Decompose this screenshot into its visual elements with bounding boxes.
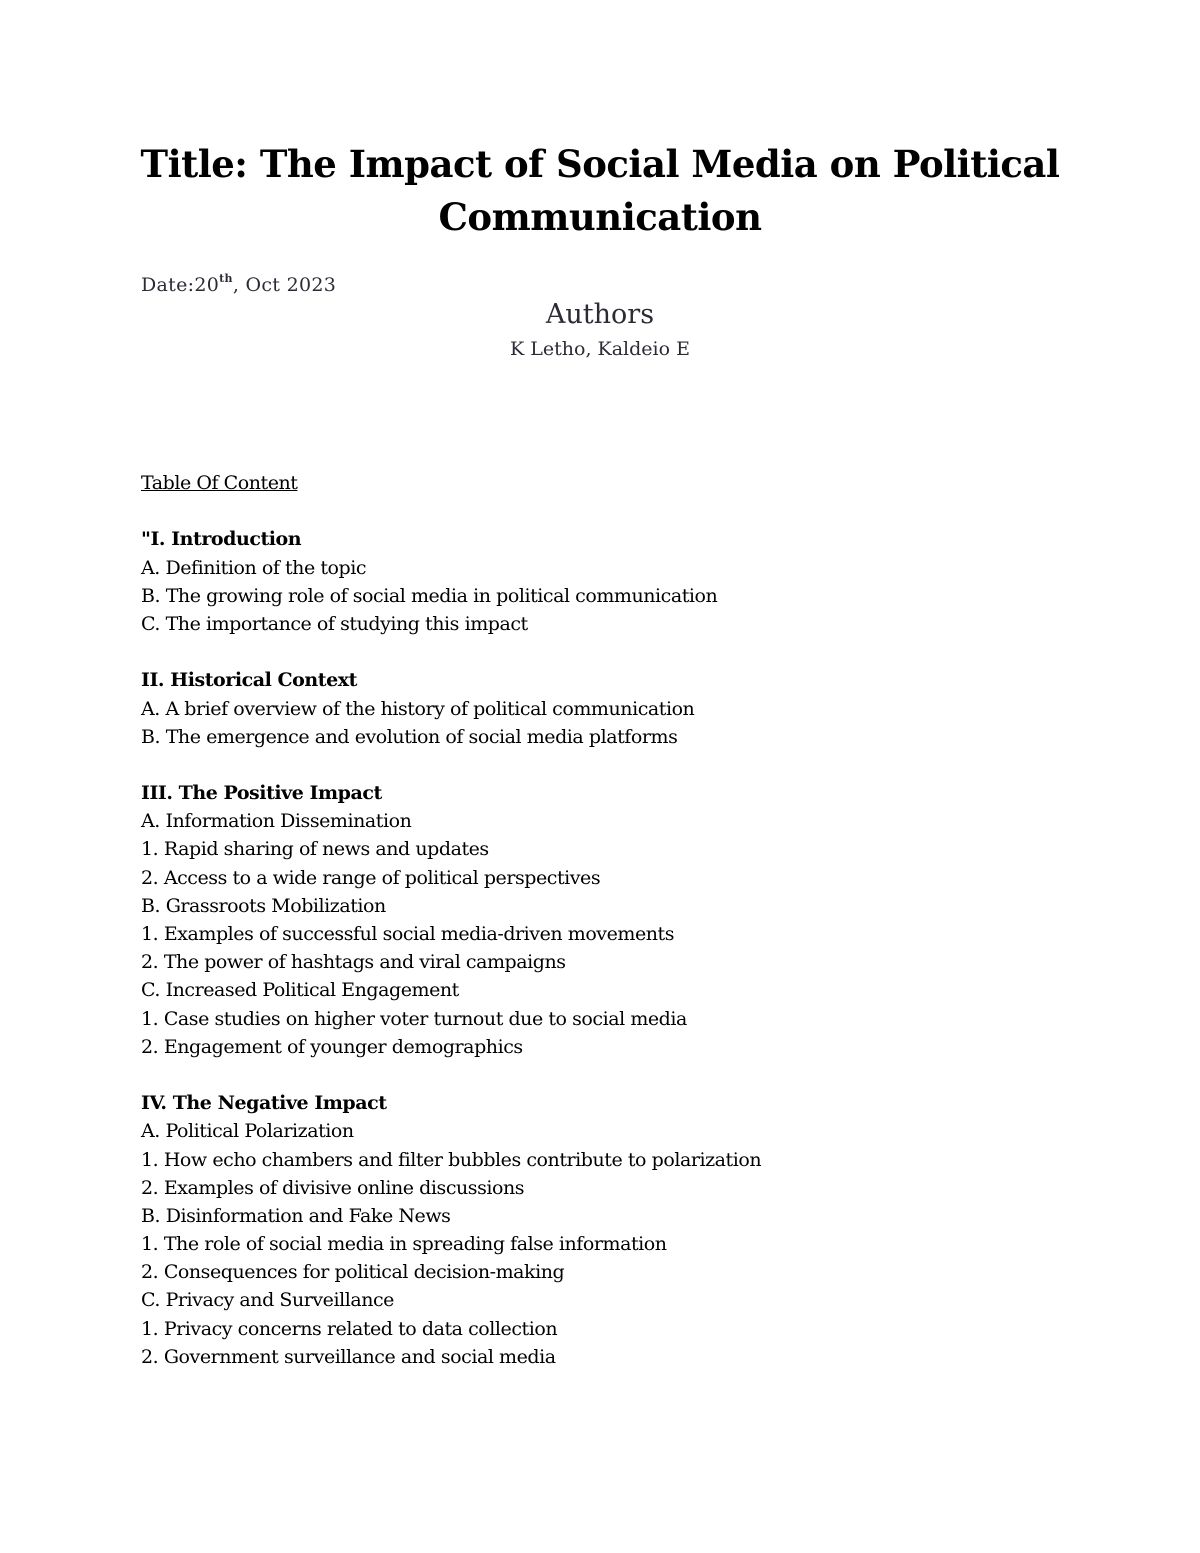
date-suffix: , Oct 2023 [232, 274, 337, 296]
toc-item: 1. Examples of successful social media-driven movements [141, 923, 675, 945]
toc-item: 1. Privacy concerns related to data collection [141, 1317, 558, 1340]
document-date [141, 270, 336, 300]
toc-item: B. The growing role of social media in political communication [141, 584, 718, 607]
toc-item: 1. Rapid sharing of news and updates [141, 838, 489, 861]
toc-item: 1. The role of social media in spreading false information [141, 1233, 667, 1256]
toc-spacer [141, 1061, 1101, 1089]
document-title: Title: The Impact of Social Media on Political Communication [140, 142, 1060, 239]
toc-item: 2. Government surveillance and social media [141, 1345, 556, 1368]
toc-sections [141, 525, 1101, 1371]
toc-section-title: IV. The Negative Impact [141, 1092, 387, 1115]
toc-item: 2. Engagement of younger demographics [141, 1035, 523, 1058]
table-of-contents [141, 469, 1101, 1371]
toc-item: C. Increased Political Engagement [141, 979, 459, 1002]
toc-spacer [141, 751, 1101, 779]
toc-item: 1. Case studies on higher voter turnout due to social media [141, 1007, 687, 1030]
toc-item: A. Political Polarization [141, 1120, 354, 1143]
toc-item: B. Disinformation and Fake News [141, 1204, 451, 1227]
toc-item: 2. The power of hashtags and viral campaigns [141, 951, 566, 974]
toc-section-title: III. The Positive Impact [141, 782, 382, 805]
toc-section-title: II. Historical Context [141, 669, 357, 692]
toc-item: 2. Examples of divisive online discussions [141, 1176, 525, 1199]
toc-item: A. Information Dissemination [141, 810, 412, 833]
toc-item: B. The emergence and evolution of social media platforms [141, 725, 678, 748]
toc-item: A. A brief overview of the history of political communication [141, 697, 695, 720]
toc-item: 1. How echo chambers and filter bubbles contribute to polarization [141, 1148, 762, 1171]
date-superscript: th [219, 272, 233, 285]
toc-section-title: "I. Introduction [141, 528, 302, 551]
authors-heading: Authors [545, 299, 655, 330]
toc-item: 2. Access to a wide range of political perspectives [141, 866, 601, 889]
toc-item: 2. Consequences for political decision-making [141, 1261, 565, 1284]
toc-spacer [141, 497, 1101, 525]
date-prefix: Date:20 [141, 274, 220, 296]
toc-item: A. Definition of the topic [141, 556, 367, 579]
toc-item: C. Privacy and Surveillance [141, 1289, 394, 1312]
authors-names: K Letho, Kaldeio E [510, 338, 690, 360]
toc-spacer [141, 638, 1101, 666]
toc-item: C. The importance of studying this impact [141, 612, 528, 635]
toc-item: B. Grassroots Mobilization [141, 894, 386, 917]
toc-heading: Table Of Content [141, 472, 298, 494]
